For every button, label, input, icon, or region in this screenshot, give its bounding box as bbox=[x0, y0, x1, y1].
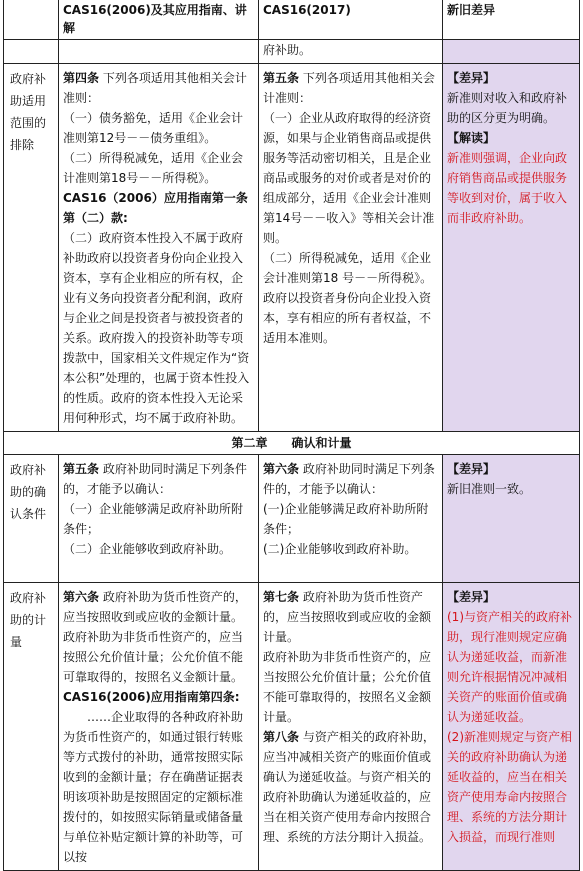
item-text: (二)企业能够收到政府补助。 bbox=[263, 542, 417, 556]
guide-text: （二）政府资本性投入不属于政府补助政府以投资者身份向企业投入资本，享有企业相应的所有权，企业有义务向投资者分配利润，政府与企业之间是投资者与被投资者的关系。政府拨入的投资补助等专项拨款中，国家相关文件规定作为“资本公积”处理的，也属于资本性投入的性质。政府的资本性投入无论采用何种形式，均不属于政府补助。 bbox=[63, 231, 250, 425]
item-text: （二）企业能够收到政府补助。 bbox=[63, 542, 232, 556]
article-text: 与资产相关的政府补助，应当冲减相关资产的账面价值或确认为递延收益。与资产相关的政府补助确认为递延收益的，应当在相关资产使用寿命内按照合理、系统的方法分期计入损益。 bbox=[263, 730, 435, 844]
new-standard-cell bbox=[259, 583, 443, 871]
old-standard-cell bbox=[59, 64, 259, 432]
diff-text: 新准则对收入和政府补助的区分更为明确。 bbox=[447, 91, 568, 125]
row-title: 政府补助的计量 bbox=[4, 583, 59, 871]
diff-label: 【差异】 bbox=[447, 590, 496, 604]
article-text: 政府补助同时满足下列条件的，才能予以确认： bbox=[263, 462, 435, 496]
article-label: 第七条 bbox=[263, 590, 300, 604]
differences-cell bbox=[443, 583, 580, 871]
diff-point: (2)新准则规定与资产相关的政府补助确认为递延收益的，应当在相关资产使用寿命内按照合理、系统的方法分期计入损益，而现行准则 bbox=[447, 730, 572, 844]
item-text: （一）债务豁免，适用《企业会计准则第12号－－债务重组》。 bbox=[63, 111, 244, 145]
differences-cell bbox=[443, 64, 580, 432]
guide-text: ……企业取得的各种政府补助为货币性资产的，如通过银行转账等方式拨付的补助，通常按照实际收到的金额计量；存在确凿证据表明该项补助是按照固定的定额标准拨付的，如按照实际销量或储备量与单位补贴定额计算的补助等，可以按 bbox=[63, 710, 244, 864]
header-differences: 新旧差异 bbox=[443, 0, 580, 40]
article-text: 政府补助同时满足下列条件的，才能予以确认： bbox=[63, 462, 247, 496]
paragraph-text: 政府补助为非货币性资产的，应当按照公允价值计量；公允价值不能可靠取得的，按照名义金额计量。 bbox=[263, 650, 432, 724]
article-label: 第四条 bbox=[63, 71, 100, 85]
row-scope-exclusion bbox=[4, 64, 580, 432]
row-title: 政府补助的确认条件 bbox=[4, 455, 59, 583]
header-new-standard: CAS16(2017) bbox=[259, 0, 443, 40]
old-standard-cell bbox=[59, 455, 259, 583]
header-blank-cell bbox=[4, 0, 59, 40]
header-old-standard: CAS16(2006)及其应用指南、讲解 bbox=[59, 0, 259, 40]
old-standard-cell bbox=[59, 583, 259, 871]
paragraph-text: 政府补助为非货币性资产的，应当按照公允价值计量；公允价值不能可靠取得的，按照名义金额计量。 bbox=[63, 630, 244, 684]
chapter-title: 第二章 确认和计量 bbox=[4, 432, 580, 455]
continuation-text: 府补助。 bbox=[259, 40, 443, 64]
article-text: 政府补助为货币性资产的，应当按照收到或应收的金额计量。 bbox=[63, 590, 247, 624]
article-label: 第五条 bbox=[63, 462, 100, 476]
diff-label: 【差异】 bbox=[447, 71, 496, 85]
explain-text: 新准则强调，企业向政府销售商品或提供服务等收到对价，属于收入而非政府补助。 bbox=[447, 151, 568, 225]
table-header-row bbox=[4, 0, 580, 40]
row-recognition-conditions bbox=[4, 455, 580, 583]
chapter-row bbox=[4, 432, 580, 455]
article-label: 第八条 bbox=[263, 730, 300, 744]
item-text: （二）所得税减免，适用《企业会计准则第18 号－－所得税》。 bbox=[263, 251, 433, 285]
article-text: 下列各项适用其他相关会计准则： bbox=[263, 71, 435, 105]
differences-cell bbox=[443, 455, 580, 583]
item-text: （二）所得税减免，适用《企业会计准则第18号－－所得税》。 bbox=[63, 151, 244, 185]
article-text: 下列各项适用其他相关会计准则： bbox=[63, 71, 247, 105]
row-measurement bbox=[4, 583, 580, 871]
new-standard-cell bbox=[259, 455, 443, 583]
article-label: 第五条 bbox=[263, 71, 300, 85]
item-text: 政府以投资者身份向企业投入资本，享有相应的所有者权益，不适用本准则。 bbox=[263, 291, 432, 345]
continuation-row bbox=[4, 40, 580, 64]
article-label: 第六条 bbox=[263, 462, 300, 476]
item-text: （一）企业能够满足政府补助所附条件； bbox=[63, 502, 244, 536]
comparison-table bbox=[3, 0, 580, 871]
guide-title: CAS16（2006）应用指南第一条第（二）款: bbox=[63, 191, 248, 225]
explain-label: 【解读】 bbox=[447, 131, 496, 145]
guide-title: CAS16(2006)应用指南第四条: bbox=[63, 690, 240, 704]
article-label: 第六条 bbox=[63, 590, 100, 604]
item-text: （一）企业从政府取得的经济资源，如果与企业销售商品或提供服务等活动密切相关，且是企业商品或服务的对价或者是对价的组成部分，适用《企业会计准则第14号－－收入》等相关会计准则。 bbox=[263, 111, 435, 245]
diff-label: 【差异】 bbox=[447, 462, 496, 476]
diff-text: 新旧准则一致。 bbox=[447, 482, 532, 496]
diff-point: (1)与资产相关的政府补助，现行准则规定应确认为递延收益，而新准则允许根据情况冲减相关资产的账面价值或确认为递延收益。 bbox=[447, 610, 572, 724]
article-text: 政府补助为货币性资产的，应当按照收到或应收的金额计量。 bbox=[263, 590, 432, 644]
item-text: (一)企业能够满足政府补助所附条件； bbox=[263, 502, 429, 536]
new-standard-cell bbox=[259, 64, 443, 432]
row-title: 政府补助适用范围的排除 bbox=[4, 64, 59, 432]
